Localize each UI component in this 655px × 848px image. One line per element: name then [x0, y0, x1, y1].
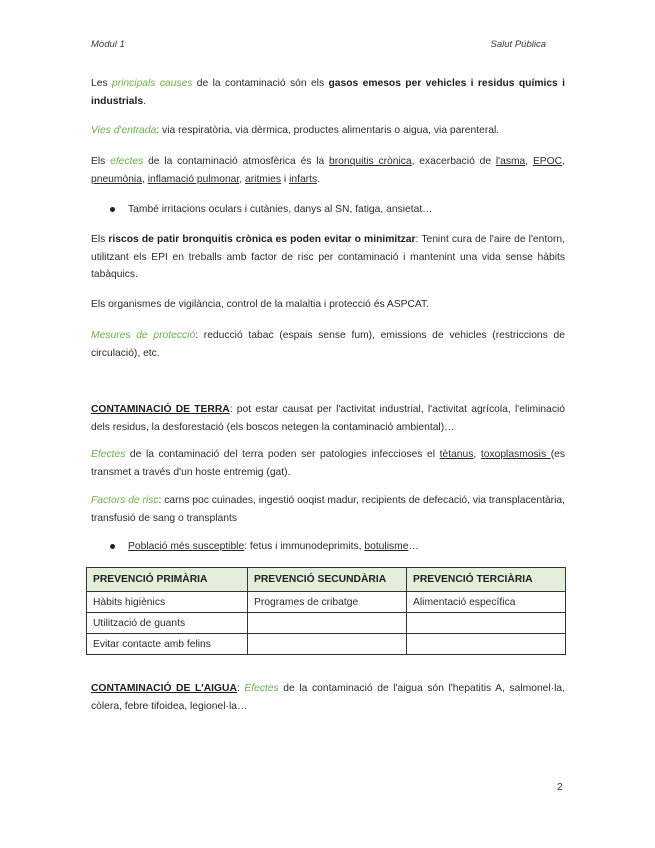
paragraph-soil: CONTAMINACIÓ DE TERRA: pot estar causat per l'activitat industrial, l'activitat agrícola, l'eliminació dels residus, la desforestació (els boscos netegen la contaminació ambiental)…: [91, 404, 565, 433]
prevention-table: [86, 567, 566, 655]
table-cell: Evitar contacte amb felins: [87, 634, 248, 655]
table-cell: [248, 634, 407, 655]
header-subject: Salut Pública: [490, 39, 546, 50]
bullet-irritations: També irritacions oculars i cutànies, danys al SN, fatiga, ansietat…: [110, 201, 560, 218]
table-header-cell: PREVENCIÓ PRIMÀRIA: [87, 568, 248, 592]
page-number: 2: [557, 782, 563, 793]
table-cell: Alimentació específica: [407, 592, 566, 613]
paragraph-effects: Els efectes de la contaminació atmosfèrica és la bronquitis crònica, exacerbació de l'asma, EPOC, pneumònia, inflamació pulmonar, aritmies i infarts.: [91, 156, 565, 185]
table-header-cell: PREVENCIÓ TERCIÀRIA: [407, 568, 566, 592]
paragraph-entry-routes: Vies d'entrada: via respiratòria, via dèrmica, productes alimentaris o aigua, via parenteral.: [91, 125, 500, 136]
paragraph-risks: Els riscos de patir bronquitis crònica es poden evitar o minimitzar: Tenint cura de l'aire de l'entorn, utilitzant els EPI en treballs amb factor de risc per contaminació i mantenint una vida sense hàbits tabàquics.: [91, 234, 565, 280]
table-row: [87, 634, 566, 655]
table-cell: [248, 613, 407, 634]
paragraph-risk-factors: Factors de risc: carns poc cuinades, ingestió ooqist madur, recipients de defecació, via transplacentària, transfusió de sang o transplants: [91, 495, 565, 524]
table-cell: Hàbits higiènics: [87, 592, 248, 613]
paragraph-causes: Les principals causes de la contaminació són els gasos emesos per vehicles i residus químics i industrials.: [91, 78, 565, 107]
paragraph-water: CONTAMINACIÓ DE L'AIGUA: Efectes de la contaminació de l'aigua són l'hepatitis A, salmonel·la, còlera, febre tifoidea, legionel·la…: [91, 683, 566, 712]
table-cell: Programes de cribatge: [248, 592, 407, 613]
table-cell: Utilització de guants: [87, 613, 248, 634]
paragraph-soil-effects: Efectes de la contaminació del terra poden ser patologies infeccioses el tètanus, toxoplasmosis (es transmet a través d'un hoste entremig (gat).: [91, 449, 565, 478]
bullet-susceptible: Població més susceptible: fetus i immunodeprimits, botulisme…: [110, 538, 560, 555]
table-cell: [407, 613, 566, 634]
table-row: [87, 613, 566, 634]
paragraph-protection: Mesures de protecció: reducció tabac (espais sense fum), emissions de vehicles (restriccions de circulació), etc.: [91, 330, 565, 359]
table-header-row: [87, 568, 566, 592]
header-module: Mòdul 1: [91, 39, 125, 50]
paragraph-organisms: Els organismes de vigilància, control de la malaltia i protecció és ASPCAT.: [91, 299, 430, 310]
table-header-cell: PREVENCIÓ SECUNDÀRIA: [248, 568, 407, 592]
table-row: [87, 592, 566, 613]
table-cell: [407, 634, 566, 655]
